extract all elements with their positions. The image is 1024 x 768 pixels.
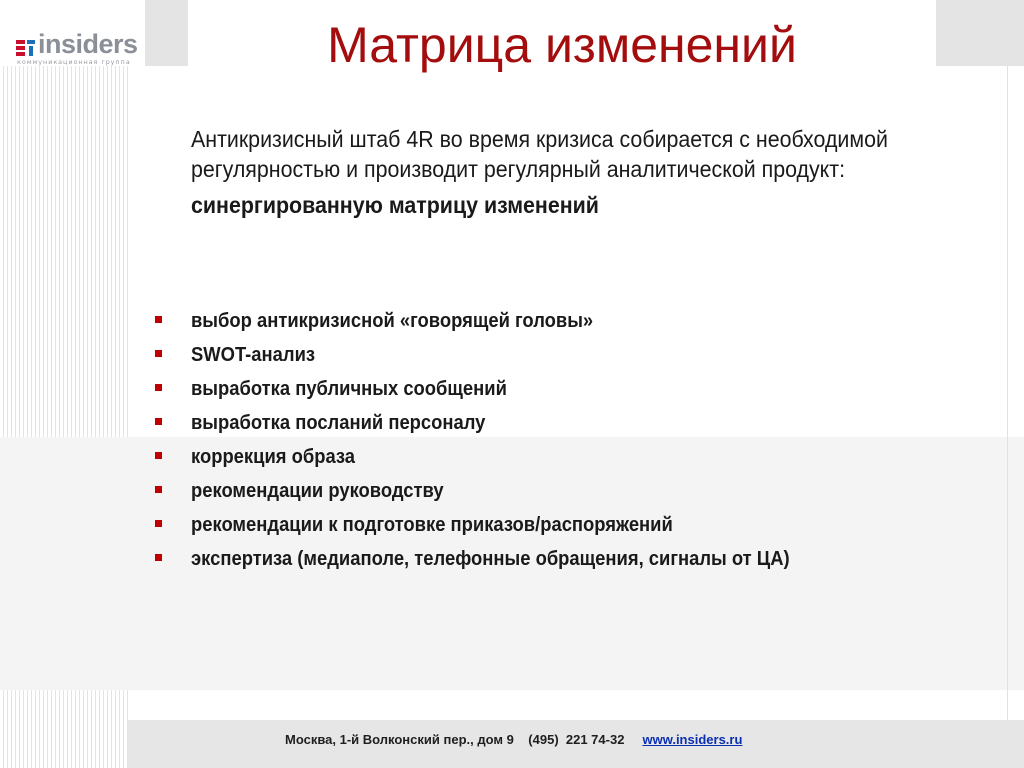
footer-address: Москва, 1-й Волконский пер., дом 9: [285, 732, 514, 747]
footer-contacts: [128, 720, 1024, 760]
bullet-item-swot: [150, 338, 1000, 372]
header-gray-block-left: [145, 0, 188, 66]
logo-tagline: коммуникационная группа: [17, 58, 131, 66]
bullet-item-management-recommendations: [150, 474, 1000, 508]
bullet-item-image-correction: [150, 440, 1000, 474]
logo-wordmark: insiders: [38, 29, 138, 59]
bullet-square-icon: [155, 316, 162, 323]
intro-paragraph: Антикризисный штаб 4R во время кризиса собирается с необходимой регулярностью и производит регулярный аналитической продукт:: [191, 126, 888, 182]
right-divider: [1007, 66, 1008, 720]
intro-block: [191, 124, 981, 220]
footer-website-link[interactable]: www.insiders.ru: [642, 732, 743, 747]
bullet-item-public-messages: [150, 372, 1000, 406]
bullet-item-orders-recommendations: [150, 508, 1000, 542]
bullet-item-speaker: [150, 304, 1000, 338]
logo: [0, 0, 145, 66]
footer-bar: [128, 720, 1024, 768]
bullet-list: [150, 304, 1000, 576]
bullet-square-icon: [155, 486, 162, 493]
bullet-item-expertise: [150, 542, 1000, 576]
bullet-square-icon: [155, 350, 162, 357]
bullet-text: выработка публичных сообщений: [191, 378, 507, 400]
insiders-logo-icon: [15, 37, 37, 59]
bullet-item-staff-messages: [150, 406, 1000, 440]
bullet-text: экспертиза (медиаполе, телефонные обращения, сигналы от ЦА): [191, 548, 790, 570]
bullet-text: рекомендации руководству: [191, 480, 444, 502]
bullet-square-icon: [155, 418, 162, 425]
bullet-text: рекомендации к подготовке приказов/распоряжений: [191, 514, 673, 536]
bullet-text: SWOT-анализ: [191, 344, 316, 366]
bullet-square-icon: [155, 554, 162, 561]
bullet-square-icon: [155, 384, 162, 391]
bullet-text: выработка посланий персоналу: [191, 412, 486, 434]
header-gray-block-right: [936, 0, 1024, 66]
bullet-text: выбор антикризисной «говорящей головы»: [191, 310, 594, 332]
bullet-square-icon: [155, 520, 162, 527]
footer-phone: (495) 221 74-32: [528, 732, 625, 747]
slide-title: Матрица изменений: [327, 17, 797, 73]
highlight-phrase: синергированную матрицу изменений: [191, 192, 599, 218]
bullet-text: коррекция образа: [191, 446, 356, 468]
bullet-square-icon: [155, 452, 162, 459]
